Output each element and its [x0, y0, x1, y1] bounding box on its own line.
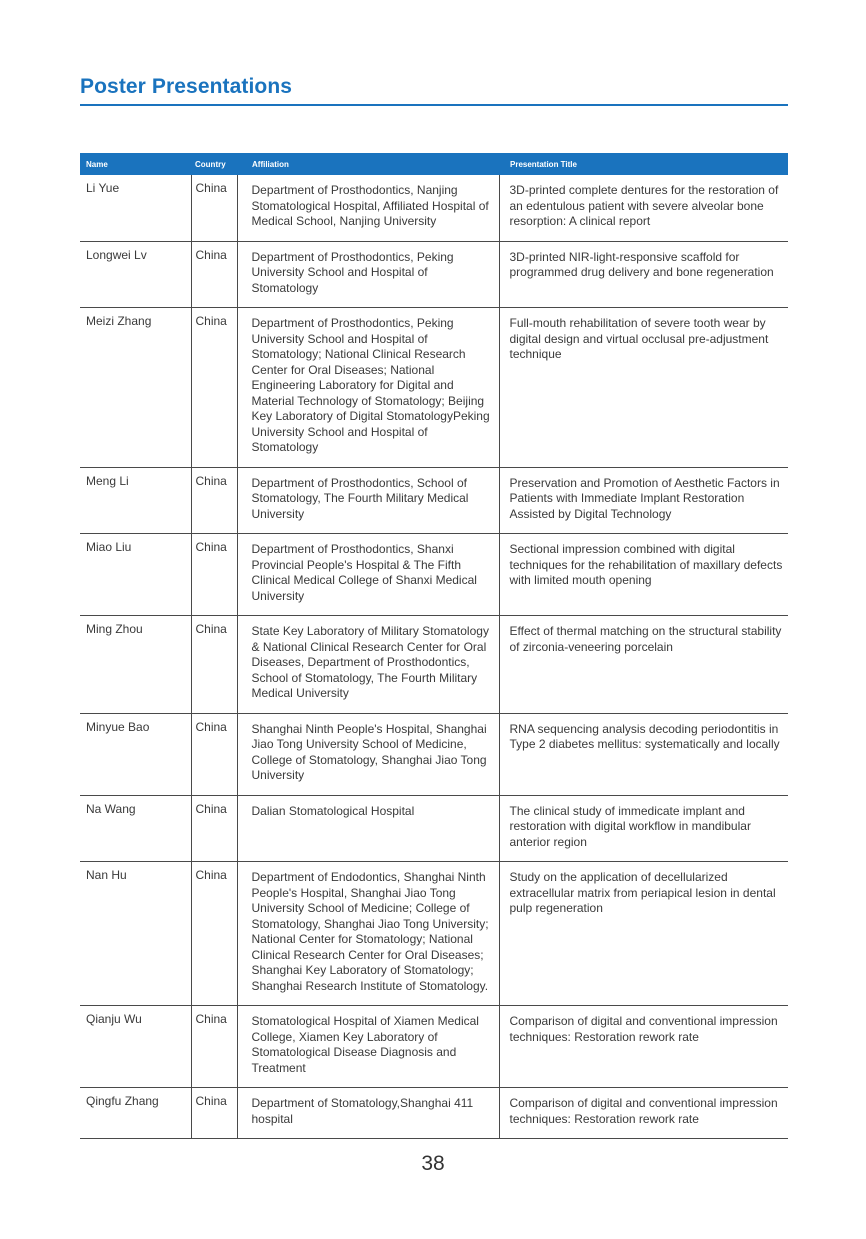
presenter-name: Miao Liu — [80, 534, 191, 616]
table-row — [80, 467, 788, 534]
poster-presentations-table — [80, 153, 788, 1139]
table-row — [80, 616, 788, 714]
presentation-title: RNA sequencing analysis decoding periodontitis in Type 2 diabetes mellitus: systematically and locally — [499, 713, 788, 795]
presenter-name: Ming Zhou — [80, 616, 191, 714]
presenter-country: China — [191, 862, 237, 1006]
column-header-affiliation: Affiliation — [237, 153, 499, 175]
presentation-title: Comparison of digital and conventional impression techniques: Restoration rework rate — [499, 1088, 788, 1139]
presentation-title: Preservation and Promotion of Aesthetic Factors in Patients with Immediate Implant Restoration Assisted by Digital Technology — [499, 467, 788, 534]
presentation-title: Sectional impression combined with digital techniques for the rehabilitation of maxillary defects with limited mouth opening — [499, 534, 788, 616]
column-header-presentation-title: Presentation Title — [499, 153, 788, 175]
table-row — [80, 1006, 788, 1088]
table-row — [80, 534, 788, 616]
presenter-affiliation: Department of Stomatology,Shanghai 411 hospital — [237, 1088, 499, 1139]
presenter-country: China — [191, 795, 237, 862]
presenter-affiliation: Department of Prosthodontics, School of Stomatology, The Fourth Military Medical University — [237, 467, 499, 534]
presenter-affiliation: State Key Laboratory of Military Stomatology & National Clinical Research Center for Oral Diseases, Department of Prosthodontics, School of Stomatology, The Fourth Military Medical University — [237, 616, 499, 714]
page-title: Poster Presentations — [80, 75, 293, 98]
presenter-affiliation: Department of Prosthodontics, Nanjing Stomatological Hospital, Affiliated Hospital of Medical School, Nanjing University — [237, 175, 499, 241]
presenter-affiliation: Department of Prosthodontics, Peking University School and Hospital of Stomatology; National Clinical Research Center for Oral Diseases; National Engineering Laboratory for Digital and Material Technology of Stomatology; Beijing Key Laboratory of Digital StomatologyPeking University School and Hospital of Stomatology — [237, 308, 499, 468]
presentation-title: Full-mouth rehabilitation of severe tooth wear by digital design and virtual occlusal pre-adjustment technique — [499, 308, 788, 468]
table-row — [80, 308, 788, 468]
page-number: 38 — [421, 1152, 445, 1175]
presentation-title: 3D-printed complete dentures for the restoration of an edentulous patient with severe alveolar bone resorption: A clinical report — [499, 175, 788, 241]
presenter-country: China — [191, 308, 237, 468]
presenter-name: Qingfu Zhang — [80, 1088, 191, 1139]
presenter-name: Meizi Zhang — [80, 308, 191, 468]
presenter-country: China — [191, 1006, 237, 1088]
table-row — [80, 713, 788, 795]
column-header-country: Country — [191, 153, 237, 175]
presenter-name: Meng Li — [80, 467, 191, 534]
presenter-name: Li Yue — [80, 175, 191, 241]
presenter-country: China — [191, 616, 237, 714]
presentation-title: Study on the application of decellularized extracellular matrix from periapical lesion in dental pulp regeneration — [499, 862, 788, 1006]
presenter-affiliation: Shanghai Ninth People's Hospital, Shanghai Jiao Tong University School of Medicine, College of Stomatology, Shanghai Jiao Tong University — [237, 713, 499, 795]
table-row — [80, 795, 788, 862]
presenter-country: China — [191, 175, 237, 241]
presenter-affiliation: Stomatological Hospital of Xiamen Medical College, Xiamen Key Laboratory of Stomatological Disease Diagnosis and Treatment — [237, 1006, 499, 1088]
presenter-country: China — [191, 467, 237, 534]
presenter-country: China — [191, 241, 237, 308]
presenter-affiliation: Department of Prosthodontics, Shanxi Provincial People's Hospital & The Fifth Clinical Medical College of Shanxi Medical University — [237, 534, 499, 616]
column-header-name: Name — [80, 153, 191, 175]
presenter-name: Na Wang — [80, 795, 191, 862]
table-header-row — [80, 153, 788, 175]
presenter-name: Minyue Bao — [80, 713, 191, 795]
table-row — [80, 862, 788, 1006]
presenter-name: Qianju Wu — [80, 1006, 191, 1088]
presenter-affiliation: Department of Endodontics, Shanghai Ninth People's Hospital, Shanghai Jiao Tong University School of Medicine; College of Stomatology, Shanghai Jiao Tong University; National Center for Stomatology; National Clinical Research Center for Oral Diseases; Shanghai Key Laboratory of Stomatology; Shanghai Research Institute of Stomatology. — [237, 862, 499, 1006]
table-row — [80, 175, 788, 241]
presenter-country: China — [191, 713, 237, 795]
presentation-title: Comparison of digital and conventional impression techniques: Restoration rework rate — [499, 1006, 788, 1088]
presentation-title: Effect of thermal matching on the structural stability of zirconia-veneering porcelain — [499, 616, 788, 714]
presenter-country: China — [191, 1088, 237, 1139]
presenter-name: Nan Hu — [80, 862, 191, 1006]
title-divider — [80, 104, 788, 106]
presenter-affiliation: Dalian Stomatological Hospital — [237, 795, 499, 862]
presenter-country: China — [191, 534, 237, 616]
presenter-affiliation: Department of Prosthodontics, Peking University School and Hospital of Stomatology — [237, 241, 499, 308]
presenter-name: Longwei Lv — [80, 241, 191, 308]
presentation-title: The clinical study of immedicate implant and restoration with digital workflow in mandibular anterior region — [499, 795, 788, 862]
table-row — [80, 241, 788, 308]
table-row — [80, 1088, 788, 1139]
presentation-title: 3D-printed NIR-light-responsive scaffold for programmed drug delivery and bone regeneration — [499, 241, 788, 308]
